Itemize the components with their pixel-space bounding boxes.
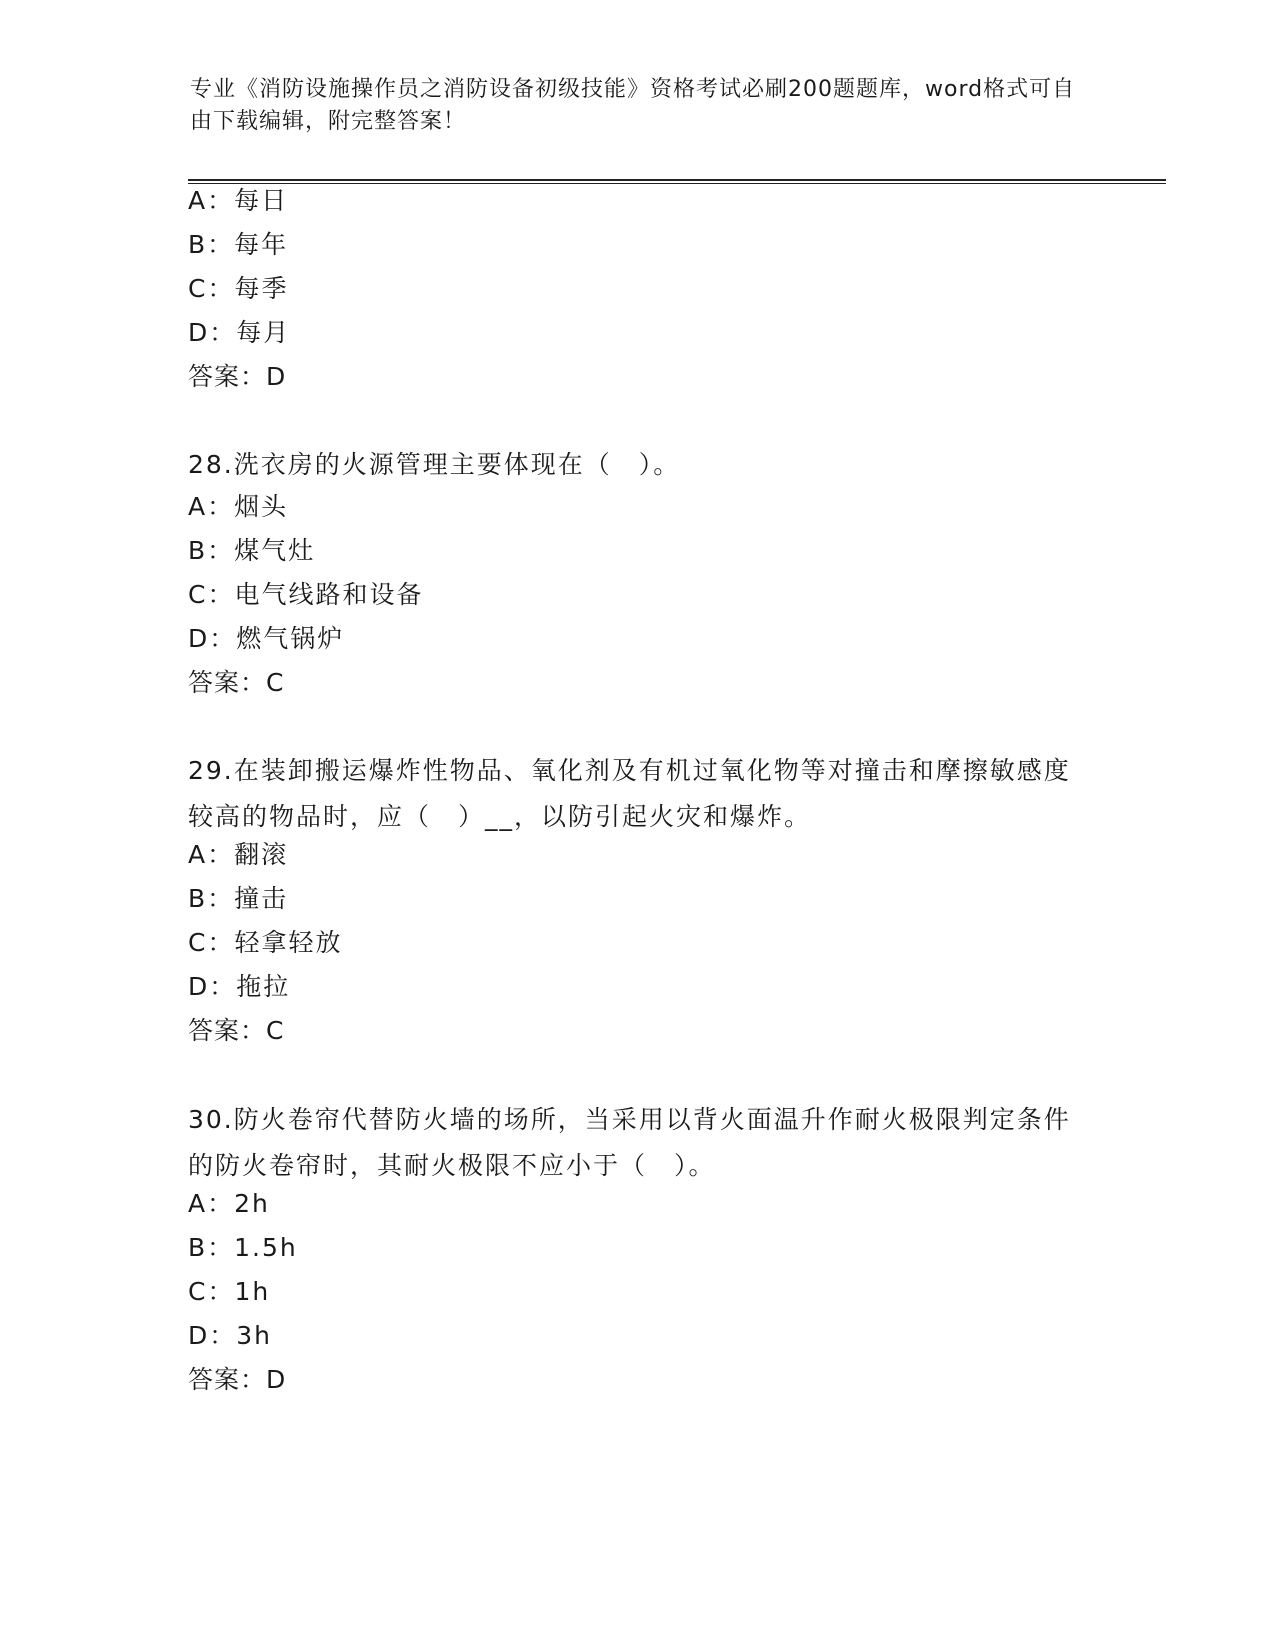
q30-question: 30.防火卷帘代替防火墙的场所，当采用以背火面温升作耐火极限判定条件的防火卷帘时，其耐火极限不应小于（ ）。 [188, 1105, 1071, 1180]
q28-option-a: A：烟头 [188, 492, 289, 521]
q30-option-c: C：1h [188, 1277, 271, 1306]
q29-question: 29.在装卸搬运爆炸性物品、氧化剂及有机过氧化物等对撞击和摩擦敏感度较高的物品时，应（ ）__，以防引起火灾和爆炸。 [188, 756, 1071, 831]
q28-option-c: C：电气线路和设备 [188, 580, 424, 609]
header-divider [188, 179, 1166, 184]
q28-answer: 答案：C [188, 668, 285, 697]
document-header: 专业《消防设施操作员之消防设备初级技能》资格考试必刷200题题库，word格式可自由下载编辑，附完整答案！ [190, 77, 1076, 134]
q30-option-b: B：1.5h [188, 1233, 298, 1262]
q27-option-b: B：每年 [188, 230, 289, 259]
q30-answer: 答案：D [188, 1365, 287, 1394]
q28-question: 28.洗衣房的火源管理主要体现在（ ）。 [188, 450, 681, 479]
q29-option-d: D：拖拉 [188, 972, 291, 1001]
q30-option-d: D：3h [188, 1321, 273, 1350]
q29-option-c: C：轻拿轻放 [188, 928, 343, 957]
q28-option-d: D：燃气锅炉 [188, 624, 345, 653]
q27-answer: 答案：D [188, 362, 287, 391]
q29-answer: 答案：C [188, 1016, 285, 1045]
q27-option-a: A：每日 [188, 186, 289, 215]
q27-option-d: D：每月 [188, 318, 291, 347]
q30-option-a: A：2h [188, 1189, 270, 1218]
q29-option-b: B：撞击 [188, 884, 289, 913]
q27-option-c: C：每季 [188, 274, 289, 303]
q28-option-b: B：煤气灶 [188, 536, 316, 565]
q29-option-a: A：翻滚 [188, 840, 289, 869]
